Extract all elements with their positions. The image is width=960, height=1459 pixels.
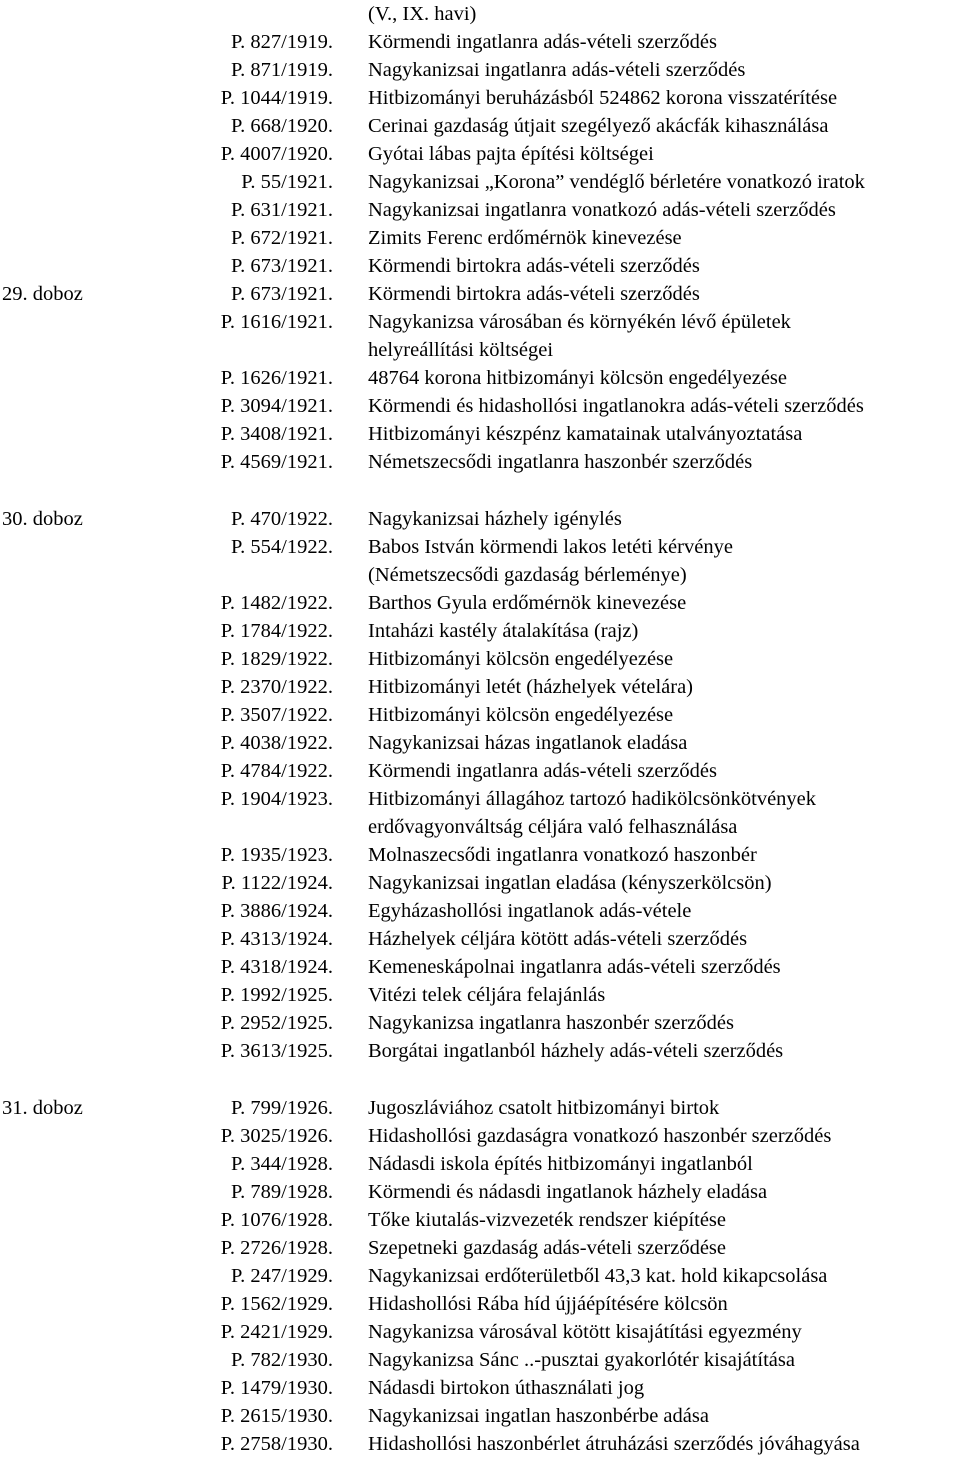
- inventory-row: [0, 897, 960, 925]
- record-signature: P. 673/1921.: [231, 255, 333, 277]
- inventory-row: [0, 112, 960, 140]
- inventory-row: [0, 1037, 960, 1065]
- inventory-row: [0, 1290, 960, 1318]
- record-title: Hidashollósi Rába híd újjáépítésére kölcsön: [368, 1293, 728, 1315]
- inventory-row: [0, 1234, 960, 1262]
- record-signature: P. 4569/1921.: [220, 451, 333, 473]
- inventory-row: [0, 589, 960, 617]
- inventory-row: [0, 981, 960, 1009]
- inventory-row: [0, 841, 960, 869]
- record-signature: P. 2726/1928.: [220, 1237, 333, 1259]
- record-title: Kemeneskápolnai ingatlanra adás-vételi szerződés: [368, 956, 781, 978]
- inventory-row: [0, 224, 960, 252]
- record-signature: P. 2758/1930.: [220, 1433, 333, 1455]
- record-signature: P. 1829/1922.: [220, 648, 333, 670]
- inventory-row: [0, 420, 960, 448]
- inventory-row: [0, 561, 960, 589]
- record-title: Nagykanizsai ingatlanra vonatkozó adás-vételi szerződés: [368, 199, 836, 221]
- record-title: Hidashollósi haszonbérlet átruházási szerződés jóváhagyása: [368, 1433, 860, 1455]
- inventory-row: [0, 701, 960, 729]
- inventory-row: [0, 1346, 960, 1374]
- record-title: Nagykanizsai ingatlan eladása (kényszerkölcsön): [368, 872, 772, 894]
- record-title: Vitézi telek céljára felajánlás: [368, 984, 606, 1006]
- record-title: Gyótai lábas pajta építési költségei: [368, 143, 654, 165]
- record-title: Borgátai ingatlanból házhely adás-vételi szerződés: [368, 1040, 784, 1062]
- record-signature: P. 4313/1924.: [220, 928, 333, 950]
- inventory-row: [0, 1122, 960, 1150]
- record-signature: P. 1616/1921.: [220, 311, 333, 333]
- record-title: Házhelyek céljára kötött adás-vételi szerződés: [368, 928, 748, 950]
- inventory-row: [0, 757, 960, 785]
- record-signature: P. 2421/1929.: [220, 1321, 333, 1343]
- record-title: Nagykanizsai ingatlanra adás-vételi szerződés: [368, 59, 746, 81]
- record-title: Zimits Ferenc erdőmérnök kinevezése: [368, 227, 682, 249]
- record-signature: P. 672/1921.: [231, 227, 333, 249]
- record-signature: P. 3613/1925.: [220, 1040, 333, 1062]
- box-label: 29. doboz: [2, 283, 83, 305]
- inventory-row: [0, 1430, 960, 1458]
- inventory-row: [0, 953, 960, 981]
- record-signature: P. 668/1920.: [231, 115, 333, 137]
- record-signature: P. 1784/1922.: [220, 620, 333, 642]
- record-signature: P. 55/1921.: [241, 171, 333, 193]
- inventory-row: [0, 84, 960, 112]
- record-title: Nagykanizsai ingatlan haszonbérbe adása: [368, 1405, 709, 1427]
- record-signature: P. 1562/1929.: [220, 1293, 333, 1315]
- inventory-row: [0, 813, 960, 841]
- record-title: (Németszecsődi gazdaság bérleménye): [368, 564, 687, 586]
- record-signature: P. 4038/1922.: [220, 732, 333, 754]
- record-title: Nagykanizsai erdőterületből 43,3 kat. hold kikapcsolása: [368, 1265, 828, 1287]
- record-signature: P. 470/1922.: [231, 508, 333, 530]
- inventory-row: [0, 1150, 960, 1178]
- record-title: Jugoszláviához csatolt hitbizományi birtok: [368, 1097, 720, 1119]
- record-signature: P. 1482/1922.: [220, 592, 333, 614]
- record-signature: P. 782/1930.: [231, 1349, 333, 1371]
- inventory-row: [0, 785, 960, 813]
- record-title: Nagykanizsai házas ingatlanok eladása: [368, 732, 688, 754]
- inventory-row: [0, 392, 960, 420]
- record-title: erdővagyonváltság céljára való felhasználása: [368, 816, 738, 838]
- inventory-row: [0, 645, 960, 673]
- record-signature: P. 673/1921.: [231, 283, 333, 305]
- inventory-row: [0, 1262, 960, 1290]
- inventory-row: [0, 1318, 960, 1346]
- record-title: Hitbizományi kölcsön engedélyezése: [368, 648, 674, 670]
- record-signature: P. 789/1928.: [231, 1181, 333, 1203]
- record-title: Körmendi ingatlanra adás-vételi szerződés: [368, 31, 717, 53]
- inventory-row: [0, 448, 960, 476]
- record-title: Egyházashollósi ingatlanok adás-vétele: [368, 900, 692, 922]
- record-title: Nagykanizsa Sánc ..-pusztai gyakorlótér kisajátítása: [368, 1349, 795, 1371]
- inventory-row: [0, 140, 960, 168]
- inventory-row: [0, 308, 960, 336]
- inventory-row: [0, 336, 960, 364]
- inventory-row: [0, 196, 960, 224]
- box-label: 31. doboz: [2, 1097, 83, 1119]
- record-signature: P. 1935/1923.: [220, 844, 333, 866]
- record-signature: P. 3408/1921.: [220, 423, 333, 445]
- record-title: Hitbizományi beruházásból 524862 korona visszatérítése: [368, 87, 838, 109]
- record-title: Molnaszecsődi ingatlanra vonatkozó haszonbér: [368, 844, 757, 866]
- inventory-row: [0, 673, 960, 701]
- record-title: Körmendi birtokra adás-vételi szerződés: [368, 283, 700, 305]
- box-label: 30. doboz: [2, 508, 83, 530]
- record-signature: P. 2370/1922.: [220, 676, 333, 698]
- record-signature: P. 247/1929.: [231, 1265, 333, 1287]
- inventory-row: [0, 28, 960, 56]
- record-signature: P. 2615/1930.: [220, 1405, 333, 1427]
- inventory-row: [0, 869, 960, 897]
- inventory-row: [0, 1374, 960, 1402]
- record-title: Tőke kiutalás-vizvezeték rendszer kiépítése: [368, 1209, 727, 1231]
- record-signature: P. 3025/1926.: [220, 1125, 333, 1147]
- record-signature: P. 2952/1925.: [220, 1012, 333, 1034]
- inventory-row: [0, 1009, 960, 1037]
- inventory-row: [0, 0, 960, 28]
- record-title: Körmendi birtokra adás-vételi szerződés: [368, 255, 700, 277]
- record-signature: P. 1904/1923.: [220, 788, 333, 810]
- inventory-row: [0, 1178, 960, 1206]
- record-signature: P. 3094/1921.: [220, 395, 333, 417]
- record-title: Körmendi és hidashollósi ingatlanokra adás-vételi szerződés: [368, 395, 864, 417]
- record-title: Babos István körmendi lakos letéti kérvénye: [368, 536, 733, 558]
- inventory-row: [0, 505, 960, 533]
- inventory-row: [0, 280, 960, 308]
- record-title: Barthos Gyula erdőmérnök kinevezése: [368, 592, 687, 614]
- inventory-row: [0, 56, 960, 84]
- inventory-row: [0, 1206, 960, 1234]
- record-signature: P. 4318/1924.: [220, 956, 333, 978]
- record-title: Hitbizományi kölcsön engedélyezése: [368, 704, 674, 726]
- record-title: Nagykanizsai házhely igénylés: [368, 508, 622, 530]
- record-title: Szepetneki gazdaság adás-vételi szerződése: [368, 1237, 726, 1259]
- inventory-row: [0, 1094, 960, 1122]
- record-signature: P. 4007/1920.: [220, 143, 333, 165]
- record-title: Nádasdi birtokon úthasználati jog: [368, 1377, 645, 1399]
- record-title: 48764 korona hitbizományi kölcsön engedélyezése: [368, 367, 787, 389]
- record-signature: P. 631/1921.: [231, 199, 333, 221]
- record-signature: P. 1626/1921.: [220, 367, 333, 389]
- record-title: Nádasdi iskola építés hitbizományi ingatlanból: [368, 1153, 753, 1175]
- record-signature: P. 1076/1928.: [220, 1209, 333, 1231]
- inventory-row: [0, 729, 960, 757]
- record-signature: P. 3507/1922.: [220, 704, 333, 726]
- record-title: Nagykanizsa városában és környékén lévő épületek: [368, 311, 791, 333]
- record-title: Nagykanizsa ingatlanra haszonbér szerződés: [368, 1012, 734, 1034]
- record-title: Hitbizományi letét (házhelyek vételára): [368, 676, 693, 698]
- inventory-row: [0, 533, 960, 561]
- inventory-row: [0, 617, 960, 645]
- inventory-row: [0, 168, 960, 196]
- record-title: (V., IX. havi): [368, 3, 477, 25]
- record-signature: P. 3886/1924.: [220, 900, 333, 922]
- inventory-row: [0, 364, 960, 392]
- record-title: Hitbizományi állagához tartozó hadikölcsönkötvények: [368, 788, 817, 810]
- record-title: Nagykanizsa városával kötött kisajátítási egyezmény: [368, 1321, 802, 1343]
- record-signature: P. 799/1926.: [231, 1097, 333, 1119]
- record-title: helyreállítási költségei: [368, 339, 554, 361]
- inventory-row: [0, 1402, 960, 1430]
- record-signature: P. 1122/1924.: [221, 872, 333, 894]
- record-signature: P. 1479/1930.: [220, 1377, 333, 1399]
- record-title: Nagykanizsai „Korona” vendéglő bérletére vonatkozó iratok: [368, 171, 865, 193]
- inventory-row: [0, 925, 960, 953]
- record-signature: P. 827/1919.: [231, 31, 333, 53]
- record-signature: P. 871/1919.: [231, 59, 333, 81]
- record-signature: P. 1044/1919.: [220, 87, 333, 109]
- inventory-row: [0, 252, 960, 280]
- record-title: Körmendi és nádasdi ingatlanok házhely eladása: [368, 1181, 768, 1203]
- record-title: Cerinai gazdaság útjait szegélyező akácfák kihasználása: [368, 115, 829, 137]
- record-title: Hitbizományi készpénz kamatainak utalványoztatása: [368, 423, 803, 445]
- record-title: Körmendi ingatlanra adás-vételi szerződés: [368, 760, 717, 782]
- record-title: Intaházi kastély átalakítása (rajz): [368, 620, 639, 642]
- record-title: Németszecsődi ingatlanra haszonbér szerződés: [368, 451, 753, 473]
- record-title: Hidashollósi gazdaságra vonatkozó haszonbér szerződés: [368, 1125, 832, 1147]
- record-signature: P. 4784/1922.: [220, 760, 333, 782]
- record-signature: P. 554/1922.: [231, 536, 333, 558]
- record-signature: P. 1992/1925.: [220, 984, 333, 1006]
- record-signature: P. 344/1928.: [231, 1153, 333, 1175]
